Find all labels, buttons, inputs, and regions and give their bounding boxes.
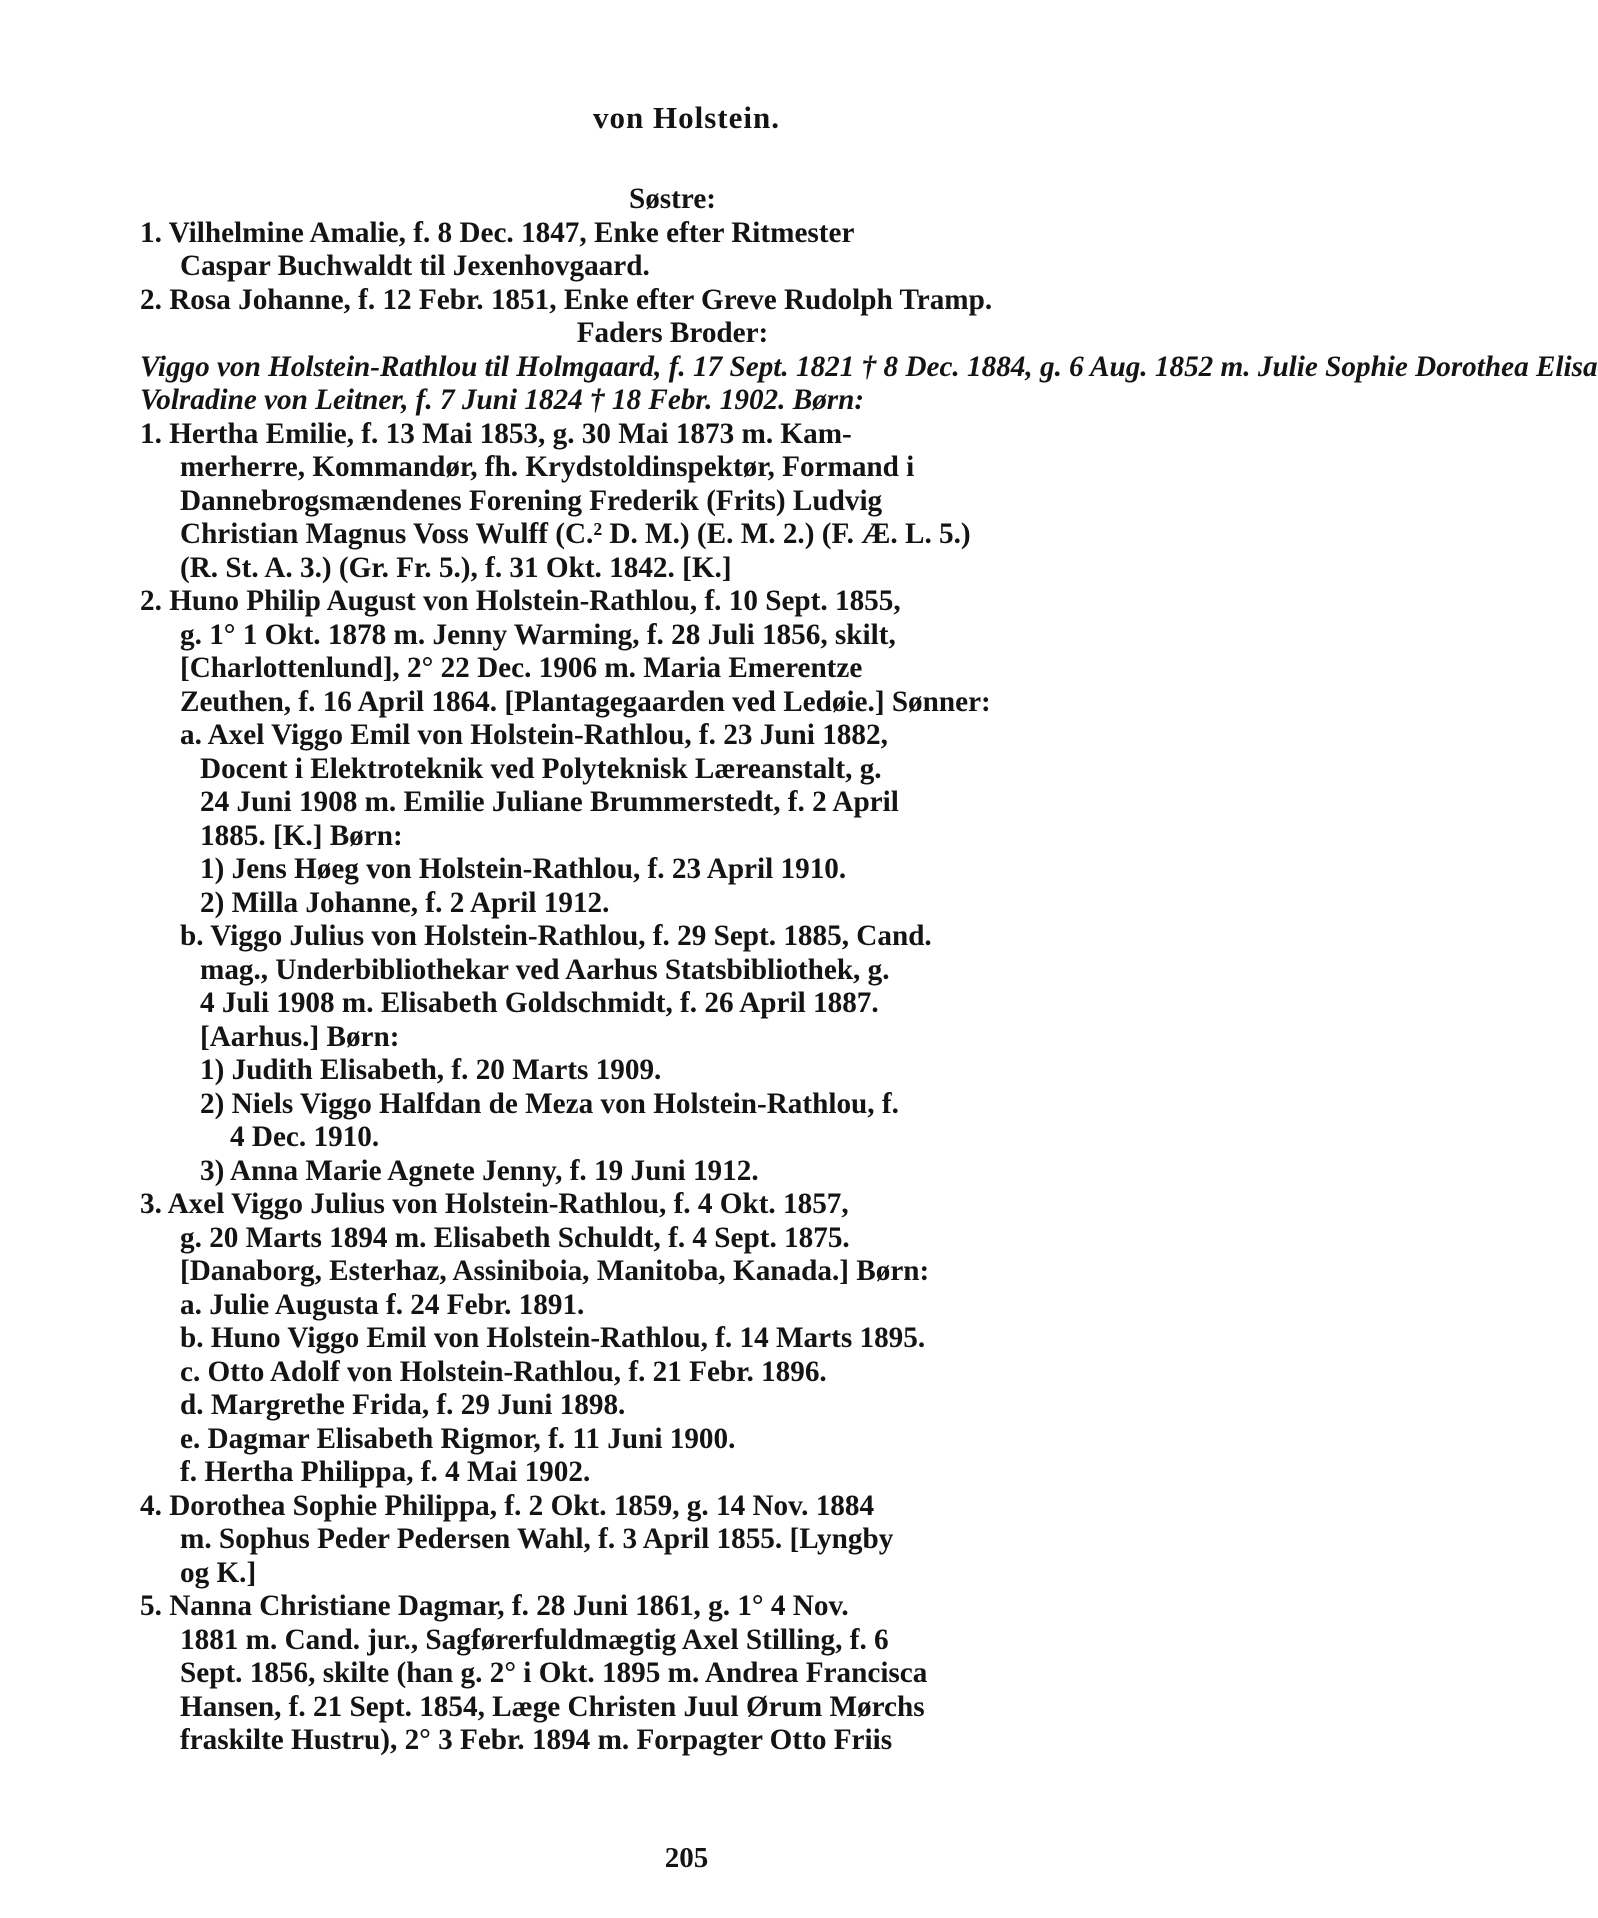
text-line: Søstre: xyxy=(628,183,716,215)
text-line: 2) Milla Johanne, f. 2 April 1912. xyxy=(200,886,610,919)
text-line: mag., Underbibliothekar ved Aarhus Statsbibliothek, g. xyxy=(200,953,890,986)
text-line: 4. Dorothea Sophie Philippa, f. 2 Okt. 1859, g. 14 Nov. 1884 xyxy=(140,1489,875,1522)
text-line: 1) Jens Høeg von Holstein-Rathlou, f. 23 April 1910. xyxy=(200,853,847,885)
text-line: 3) Anna Marie Agnete Jenny, f. 19 Juni 1912. xyxy=(200,1154,759,1187)
text-line: 1. Vilhelmine Amalie, f. 8 Dec. 1847, Enke efter Ritmester xyxy=(140,216,855,249)
text-line: 1881 m. Cand. jur., Sagførerfuldmægtig Axel Stilling, f. 6 xyxy=(180,1623,889,1656)
text-line: 24 Juni 1908 m. Emilie Juliane Brummerstedt, f. 2 April xyxy=(200,786,899,818)
text-line: Hansen, f. 21 Sept. 1854, Læge Christen Juul Ørum Mørchs xyxy=(180,1690,925,1723)
text-line: Zeuthen, f. 16 April 1864. [Plantagegaarden ved Ledøie.] Sønner: xyxy=(180,685,991,718)
text-line: f. Hertha Philippa, f. 4 Mai 1902. xyxy=(180,1456,591,1488)
text-line: 5. Nanna Christiane Dagmar, f. 28 Juni 1861, g. 1° 4 Nov. xyxy=(140,1590,849,1622)
text-line: m. Sophus Peder Pedersen Wahl, f. 3 April 1855. [Lyngby xyxy=(180,1523,894,1555)
text-line: Sept. 1856, skilte (han g. 2° i Okt. 1895 m. Andrea Francisca xyxy=(180,1657,928,1689)
text-line: Faders Broder: xyxy=(576,317,769,349)
text-line: 4 Juli 1908 m. Elisabeth Goldschmidt, f. 26 April 1887. xyxy=(200,987,879,1019)
text-line: Caspar Buchwaldt til Jexenhovgaard. xyxy=(180,250,650,282)
text-line: Dannebrogsmændenes Forening Frederik (Frits) Ludvig xyxy=(180,484,883,517)
text-line: [Charlottenlund], 2° 22 Dec. 1906 m. Maria Emerentze xyxy=(180,652,863,684)
text-line: Docent i Elektroteknik ved Polyteknisk Læreanstalt, g. xyxy=(200,752,882,785)
text-line: g. 1° 1 Okt. 1878 m. Jenny Warming, f. 28 Juli 1856, skilt, xyxy=(180,618,896,651)
text-line: a. Julie Augusta f. 24 Febr. 1891. xyxy=(180,1288,585,1321)
text-line: Volradine von Leitner, f. 7 Juni 1824 † 18 Febr. 1902. Børn: xyxy=(140,384,865,416)
text-line: Viggo von Holstein-Rathlou til Holmgaard, f. 17 Sept. 1821 † 8 Dec. 1884, g. 6 Aug. 1852 m. Julie Sophie Dorothea Elisa xyxy=(140,350,1598,383)
text-line: 1885. [K.] Børn: xyxy=(200,819,403,852)
text-line: 1) Judith Elisabeth, f. 20 Marts 1909. xyxy=(200,1054,662,1086)
text-line: [Aarhus.] Børn: xyxy=(200,1020,400,1053)
running-header: von Holstein. xyxy=(593,100,780,135)
text-line: Christian Magnus Voss Wulff (C.² D. M.) (E. M. 2.) (F. Æ. L. 5.) xyxy=(180,518,971,550)
text-line: 2) Niels Viggo Halfdan de Meza von Holstein-Rathlou, f. xyxy=(200,1087,899,1120)
text-line: og K.] xyxy=(180,1556,257,1589)
text-line: 2. Huno Philip August von Holstein-Rathlou, f. 10 Sept. 1855, xyxy=(140,585,901,617)
text-line: b. Viggo Julius von Holstein-Rathlou, f. 29 Sept. 1885, Cand. xyxy=(180,920,932,952)
text-line: e. Dagmar Elisabeth Rigmor, f. 11 Juni 1900. xyxy=(180,1422,736,1455)
text-line: 3. Axel Viggo Julius von Holstein-Rathlou, f. 4 Okt. 1857, xyxy=(140,1188,849,1220)
text-line: 2. Rosa Johanne, f. 12 Febr. 1851, Enke efter Greve Rudolph Tramp. xyxy=(140,283,993,316)
text-line: (R. St. A. 3.) (Gr. Fr. 5.), f. 31 Okt. 1842. [K.] xyxy=(180,551,732,584)
text-line: d. Margrethe Frida, f. 29 Juni 1898. xyxy=(180,1389,626,1421)
text-line: fraskilte Hustru), 2° 3 Febr. 1894 m. Forpagter Otto Friis xyxy=(180,1724,893,1756)
page-number: 205 xyxy=(664,1842,709,1874)
text-line: a. Axel Viggo Emil von Holstein-Rathlou, f. 23 Juni 1882, xyxy=(180,719,888,751)
text-line: c. Otto Adolf von Holstein-Rathlou, f. 21 Febr. 1896. xyxy=(180,1355,827,1388)
text-line: 4 Dec. 1910. xyxy=(230,1121,380,1153)
text-line: 1. Hertha Emilie, f. 13 Mai 1853, g. 30 Mai 1873 m. Kam- xyxy=(140,417,852,450)
text-line: g. 20 Marts 1894 m. Elisabeth Schuldt, f. 4 Sept. 1875. xyxy=(180,1221,850,1254)
genealogy-text xyxy=(140,183,1598,1758)
text-line: [Danaborg, Esterhaz, Assiniboia, Manitoba, Kanada.] Børn: xyxy=(180,1255,930,1287)
text-line: b. Huno Viggo Emil von Holstein-Rathlou, f. 14 Marts 1895. xyxy=(180,1322,926,1354)
text-line: merherre, Kommandør, fh. Krydstoldinspektør, Formand i xyxy=(180,451,915,483)
